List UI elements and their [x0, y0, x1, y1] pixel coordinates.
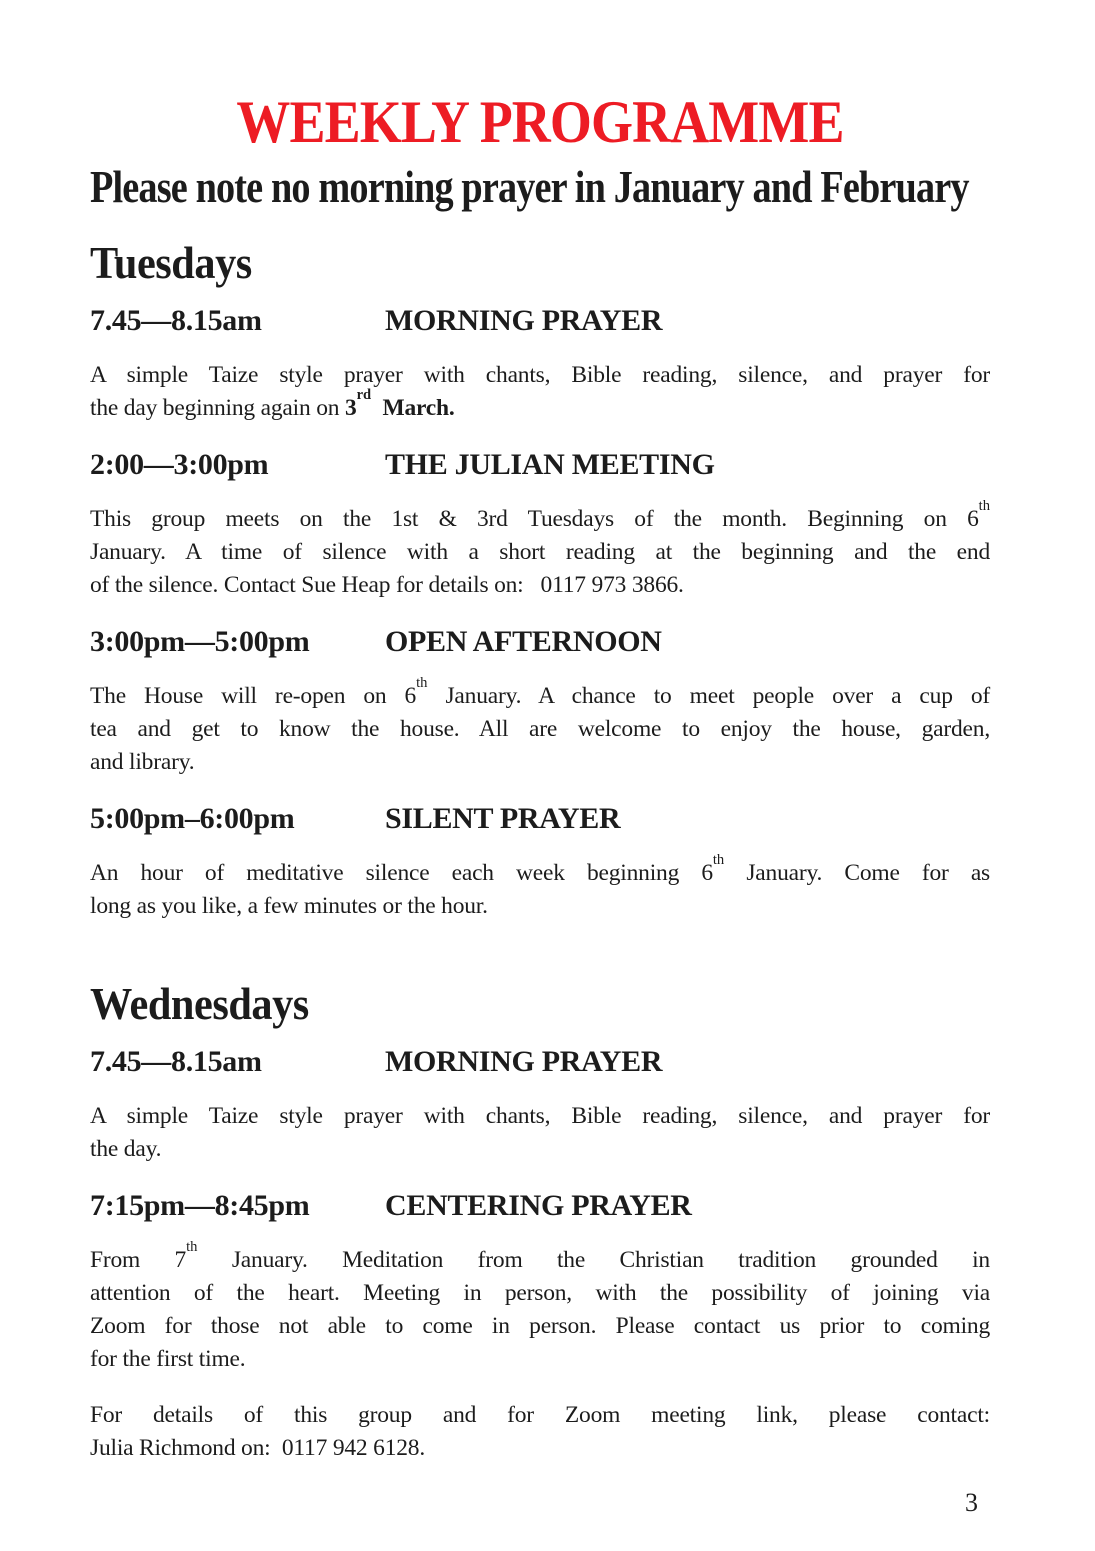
text-line: of the silence. Contact Sue Heap for details on: 0117 973 3866. — [90, 572, 684, 599]
event-time: 7.45—8.15am — [90, 304, 262, 338]
event-header-open-afternoon — [90, 625, 990, 658]
text-line: tea and get to know the house. All are welcome to enjoy the house, garden, — [90, 716, 990, 743]
event-description — [90, 1399, 990, 1465]
event-description — [90, 851, 990, 923]
event-description — [90, 359, 990, 425]
text-line: From 7th January. Meditation from the Christian tradition grounded in — [90, 1238, 990, 1273]
notice-text: Please note no morning prayer in January and February — [90, 162, 969, 212]
event-header-silent-prayer — [90, 802, 990, 835]
text-line: A simple Taize style prayer with chants, Bible reading, silence, and prayer for — [90, 1102, 990, 1129]
text-line: A simple Taize style prayer with chants, Bible reading, silence, and prayer for — [90, 362, 990, 389]
page-title: WEEKLY PROGRAMME — [236, 89, 844, 155]
event-header-morning-prayer — [90, 304, 990, 337]
programme-sections — [90, 238, 990, 1464]
event-name: MORNING PRAYER — [385, 1044, 663, 1078]
event-name: SILENT PRAYER — [385, 802, 621, 836]
text-line: An hour of meditative silence each week beginning 6th January. Come for as — [90, 851, 990, 887]
text-line: long as you like, a few minutes or the hour. — [90, 893, 488, 920]
text-line: attention of the heart. Meeting in person, with the possibility of joining via — [90, 1279, 990, 1306]
text-line: The House will re-open on 6th January. A chance to meet people over a cup of — [90, 674, 990, 710]
event-name: CENTERING PRAYER — [385, 1188, 692, 1222]
text-line: for the first time. — [90, 1345, 246, 1372]
event-description — [90, 1238, 990, 1376]
event-name: MORNING PRAYER — [385, 304, 663, 338]
event-header-the-julian-meeting — [90, 448, 990, 481]
event-description — [90, 497, 990, 602]
event-time: 2:00—3:00pm — [90, 448, 269, 482]
event-header-morning-prayer — [90, 1045, 990, 1078]
event-name: THE JULIAN MEETING — [385, 448, 715, 482]
text-line: and library. — [90, 749, 195, 776]
day-heading-tuesdays: Tuesdays — [90, 237, 252, 289]
text-line: the day. — [90, 1135, 162, 1162]
event-description — [90, 1100, 990, 1166]
event-time: 5:00pm–6:00pm — [90, 802, 295, 836]
event-header-centering-prayer — [90, 1189, 990, 1222]
text-line: the day beginning again on 3rd March. — [90, 386, 455, 422]
text-line: This group meets on the 1st & 3rd Tuesdays of the month. Beginning on 6th — [90, 497, 990, 533]
event-time: 7:15pm—8:45pm — [90, 1188, 310, 1222]
day-heading-wednesdays: Wednesdays — [90, 978, 309, 1030]
event-time: 3:00pm—5:00pm — [90, 625, 310, 659]
event-name: OPEN AFTERNOON — [385, 625, 662, 659]
event-description — [90, 674, 990, 779]
text-line: Zoom for those not able to come in person. Please contact us prior to coming — [90, 1312, 990, 1339]
event-time: 7.45—8.15am — [90, 1044, 262, 1078]
text-line: Julia Richmond on: 0117 942 6128. — [90, 1434, 426, 1461]
text-line: January. A time of silence with a short reading at the beginning and the end — [90, 539, 990, 566]
text-line: For details of this group and for Zoom meeting link, please contact: — [90, 1401, 990, 1428]
page-number: 3 — [965, 1487, 978, 1517]
